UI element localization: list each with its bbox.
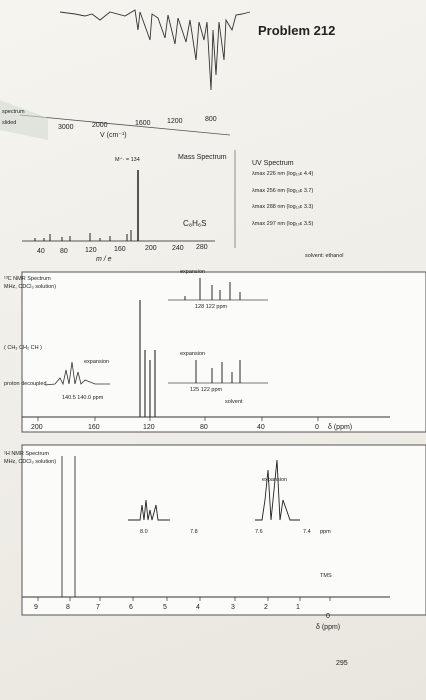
c13-offres-label: ( CH₃ CH₂ CH ) [4, 345, 42, 351]
c13-title-line: MHz, CDCl₃ solution) [4, 283, 57, 290]
ir-side-label [2, 110, 25, 126]
tms-label: TMS [320, 573, 332, 579]
h1-expansion-label: expansion [262, 477, 288, 483]
h1-exp-tick: 8.0 [140, 529, 148, 535]
c13-left-expansion-ticks: 140.5 140.0 ppm [62, 395, 104, 401]
c13-axis-tick: 160 [88, 424, 100, 431]
c13-axis-tick: 120 [143, 424, 155, 431]
page-number: 295 [336, 660, 348, 667]
h1-axis-tick: 1 [296, 604, 300, 611]
c13-panel-frame [22, 269, 426, 432]
mass-xtick: 80 [60, 248, 68, 255]
molecular-ion-label: M⁺· = 134 [115, 157, 140, 163]
ir-side-label-line: spectrum [2, 109, 25, 115]
ir-side-label-line: slided [2, 119, 17, 126]
mass-xtick: 40 [37, 248, 45, 255]
ir-tick: 2000 [92, 122, 108, 129]
h1-axis-tick: 6 [129, 604, 133, 611]
c13-expansion-label: expansion [180, 351, 206, 357]
c13-solvent-label: solvent [225, 399, 243, 405]
uv-line: λmax 256 nm (log₁₀ε 3.7) [252, 187, 314, 194]
h1-axis-tick: 7 [96, 604, 100, 611]
c13-axis-tick: 0 [315, 424, 319, 431]
c13-left-expansion-label: expansion [84, 359, 110, 365]
ir-tick: 1200 [167, 118, 183, 125]
mass-spectrum-title: Mass Spectrum [178, 154, 227, 161]
mass-xtick: 240 [172, 245, 184, 252]
ir-tick: 800 [205, 116, 217, 123]
ir-tick: 1600 [135, 120, 151, 127]
uv-lines [252, 172, 313, 227]
h1-axis-tick: 0 [326, 613, 330, 620]
h1-panel-frame [22, 445, 426, 615]
uv-line: λmax 288 nm (log₁₀ε 3.3) [252, 204, 314, 210]
c13-title-line: ¹³C NMR Spectrum [4, 276, 51, 282]
problem-title: Problem 212 [258, 23, 336, 38]
c13-expansion-ticks: 128 122 ppm [195, 304, 228, 310]
mass-xtick: 200 [145, 245, 157, 252]
h1-title-line: MHz, CDCl₃ solution) [4, 458, 57, 465]
uv-solvent: solvent: ethanol [305, 253, 344, 259]
molecular-formula: C₈H₆S [183, 219, 207, 228]
ir-spectrum-trace [60, 10, 250, 90]
h1-exp-tick: 7.6 [255, 529, 263, 535]
c13-title [4, 277, 56, 290]
h1-exp-unit: ppm [320, 529, 331, 535]
h1-axis-tick: 8 [66, 604, 70, 611]
mass-xlabel: m / e [96, 256, 112, 263]
mass-xtick: 280 [196, 244, 208, 251]
c13-axis-tick: 40 [257, 424, 265, 431]
c13-decoupled-label: proton decoupled [4, 381, 47, 387]
h1-exp-tick: 7.4 [303, 529, 311, 535]
h1-title-line: ¹H NMR Spectrum [4, 451, 49, 457]
h1-title [4, 452, 56, 465]
uv-line: λmax 297 nm (log₁₀ε 3.5) [252, 220, 314, 227]
c13-axis-tick: 200 [31, 424, 43, 431]
h1-axis-tick: 3 [231, 604, 235, 611]
h1-axis-tick: 4 [196, 604, 200, 611]
uv-spectrum-title: UV Spectrum [252, 160, 294, 167]
uv-line: λmax 226 nm (log₁₀ε 4.4) [252, 171, 314, 177]
ir-tick: 3000 [58, 124, 74, 131]
h1-axis-unit: δ (ppm) [316, 624, 341, 631]
h1-axis-tick: 2 [264, 604, 268, 611]
h1-axis-tick: 5 [163, 604, 167, 611]
mass-xtick: 160 [114, 246, 126, 253]
c13-expansion-label: expansion [180, 269, 206, 275]
h1-exp-tick: 7.8 [190, 529, 198, 535]
c13-expansion-ticks: 125 122 ppm [190, 387, 223, 393]
mass-xtick: 120 [85, 247, 97, 254]
c13-axis-unit: δ (ppm) [328, 424, 353, 431]
mass-spectrum-peaks [22, 170, 215, 241]
c13-axis-tick: 80 [200, 424, 208, 431]
h1-axis-tick: 9 [34, 604, 38, 611]
ir-axis-label: V (cm⁻¹) [100, 132, 127, 139]
